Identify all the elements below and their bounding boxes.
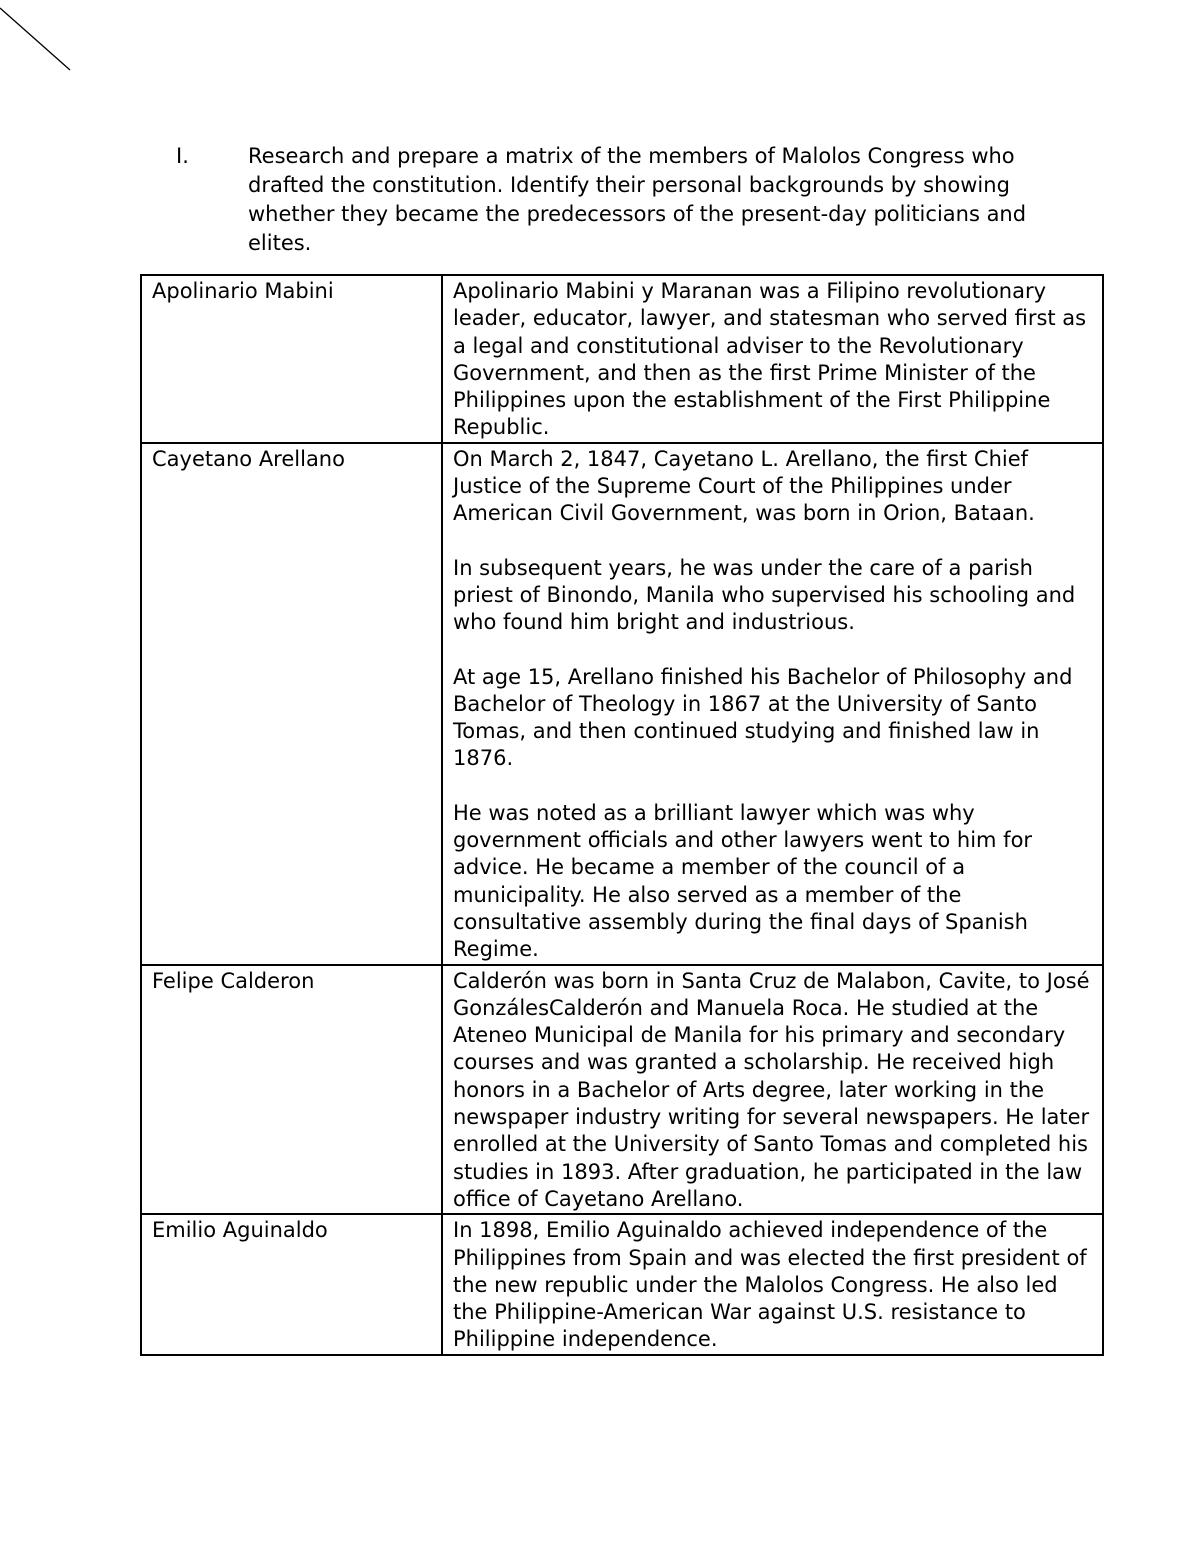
- question-block: [176, 142, 1076, 258]
- table-row: [141, 443, 1103, 965]
- background-paragraph: Apolinario Mabini y Maranan was a Filipino revolutionary leader, educator, lawyer, and statesman who served first as a legal and constitutional adviser to the Revolutionary Government, and then as the first Prime Minister of the Philippines upon the establishment of the First Philippine Republic.: [453, 279, 1087, 440]
- member-name: Cayetano Arellano: [141, 443, 442, 965]
- member-background: [442, 1214, 1103, 1354]
- table-row: [141, 1214, 1103, 1354]
- congress-members-matrix: [140, 274, 1104, 1356]
- member-name: Felipe Calderon: [141, 965, 442, 1215]
- member-name: Apolinario Mabini: [141, 275, 442, 443]
- member-name: Emilio Aguinaldo: [141, 1214, 442, 1354]
- background-paragraph: Calderón was born in Santa Cruz de Malabon, Cavite, to José GonzálesCalderón and Manuela Roca. He studied at the Ateneo Municipal de Manila for his primary and secondary courses and was granted a scholarship. He received high honors in a Bachelor of Arts degree, later working in the newspaper industry writing for several newspapers. He later enrolled at the University of Santo Tomas and completed his studies in 1893. After graduation, he participated in the law office of Cayetano Arellano.: [453, 968, 1090, 1211]
- member-background: [442, 275, 1103, 443]
- member-background: [442, 443, 1103, 965]
- member-background: [442, 965, 1103, 1215]
- background-paragraph: He was noted as a brilliant lawyer which was why government officials and other lawyers went to him for advice. He became a member of the council of a municipality. He also served as a member of the consultative assembly during the final days of Spanish Regime.: [453, 800, 1033, 962]
- background-paragraph: In subsequent years, he was under the care of a parish priest of Binondo, Manila who supervised his schooling and who found him bright and industrious.: [453, 555, 1076, 635]
- background-paragraph: At age 15, Arellano finished his Bachelor of Philosophy and Bachelor of Theology in 1867 at the University of Santo Tomas, and then continued studying and finished law in 1876.: [453, 664, 1073, 771]
- background-paragraph: On March 2, 1847, Cayetano L. Arellano, the first Chief Justice of the Supreme Court of the Philippines under American Civil Government, was born in Orion, Bataan.: [453, 446, 1035, 526]
- question-text: Research and prepare a matrix of the members of Malolos Congress who drafted the constitution. Identify their personal backgrounds by showing whether they became the predecessors of the present-day politicians and elites.: [248, 144, 1027, 255]
- table-row: [141, 965, 1103, 1215]
- question-number: I.: [176, 144, 189, 168]
- table-row: [141, 275, 1103, 443]
- background-paragraph: In 1898, Emilio Aguinaldo achieved independence of the Philippines from Spain and was elected the first president of the new republic under the Malolos Congress. He also led the Philippine-American War against U.S. resistance to Philippine independence.: [453, 1218, 1087, 1352]
- corner-crop-mark: [0, 0, 80, 80]
